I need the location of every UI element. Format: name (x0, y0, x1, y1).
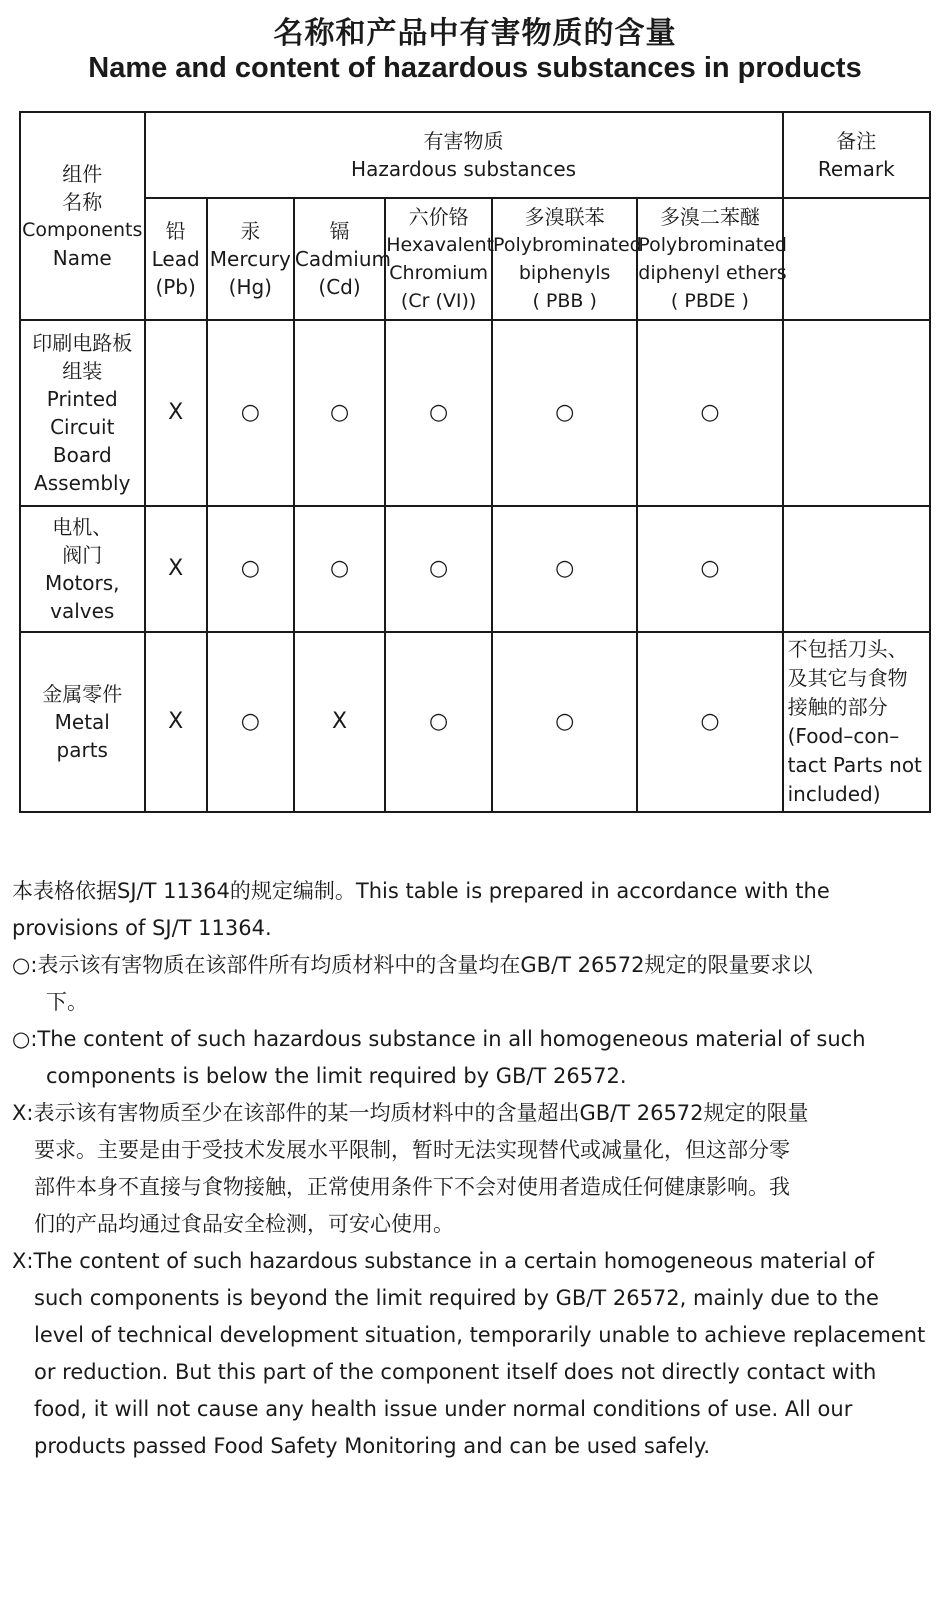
component-name-line: parts (56, 738, 108, 762)
remark-line: 及其它与食物 (787, 666, 908, 690)
substance-en: (Cd) (318, 275, 361, 299)
value-cell: ○ (294, 506, 385, 632)
note-x-en-line: such components is beyond the limit required by GB/T 26572, mainly due to the (34, 1286, 879, 1310)
value-cell: ○ (637, 506, 782, 632)
substance-en: Mercury (209, 247, 291, 271)
substance-header-cadmium (294, 198, 392, 320)
components-header-cn-1: 组件 (62, 162, 103, 186)
component-name-cell (20, 320, 145, 506)
substance-en: (Pb) (155, 275, 196, 299)
note-x-en-line: or reduction. But this part of the component itself does not directly contact with (34, 1360, 877, 1384)
note-o-en-line: components is below the limit required by GB/T 26572. (46, 1064, 627, 1088)
note-x-cn-line: 要求。主要是由于受技术发展水平限制，暂时无法实现替代或减量化，但这部分零 (34, 1138, 790, 1162)
remark-cell (783, 632, 930, 812)
remark-header-en: Remark (817, 157, 895, 181)
note-o-cn-line: ○:表示该有害物质在该部件所有均质材料中的含量均在GB/T 26572规定的限量要求以 (12, 953, 813, 977)
substance-en: Chromium (389, 262, 488, 284)
substance-header-pbb (492, 198, 642, 320)
table-row (20, 320, 930, 506)
remark-empty-cell (783, 198, 930, 320)
value-cell: ○ (492, 506, 637, 632)
note-basis-line: 本表格依据SJ/T 11364的规定编制。This table is prepared in accordance with the (12, 879, 830, 903)
substance-en: diphenyl ethers (638, 262, 787, 284)
hazardous-header-en: Hazardous substances (351, 157, 577, 181)
remark-line: 不包括刀头、 (787, 637, 908, 661)
remark-line: 接触的部分 (787, 695, 888, 719)
components-header-en-1: Components (22, 219, 143, 241)
page-title-chinese: 名称和产品中有害物质的含量 (273, 16, 677, 51)
component-name-line: 阀门 (62, 543, 103, 567)
note-x-cn-line: X:表示该有害物质至少在该部件的某一均质材料中的含量超出GB/T 26572规定的限量 (12, 1101, 809, 1125)
component-name-line: Assembly (34, 471, 131, 495)
substance-en: Polybrominated (493, 234, 642, 256)
substance-header-chromium (385, 198, 495, 320)
substance-header-mercury (207, 198, 294, 320)
substance-header-pbde (637, 198, 787, 320)
substance-en: ( PBDE ) (670, 290, 749, 312)
remark-header-cn: 备注 (836, 129, 877, 153)
component-name-line: Metal (54, 710, 110, 734)
note-x-en-line: X:The content of such hazardous substance in a certain homogeneous material of (12, 1249, 875, 1273)
note-x-en-line: level of technical development situation, temporarily unable to achieve replacement (34, 1323, 926, 1347)
substance-en: biphenyls (518, 262, 611, 284)
value-cell: ○ (385, 632, 492, 812)
note-x-en-line: food, it will not cause any health issue under normal conditions of use. All our (34, 1397, 853, 1421)
remark-cell (783, 506, 930, 632)
substance-en: Lead (151, 247, 200, 271)
component-name-line: valves (50, 599, 115, 623)
substance-cn: 多溴二苯醚 (659, 205, 760, 229)
hazardous-substances-header (145, 112, 783, 198)
remark-line: (Food–con– (787, 724, 900, 748)
substance-en: Hexavalent (386, 234, 495, 256)
value-cell: ○ (207, 632, 294, 812)
component-name-cell (20, 632, 145, 812)
substance-en: Polybrominated (638, 234, 787, 256)
substance-cn: 铅 (165, 219, 186, 243)
substance-cn: 汞 (240, 219, 261, 243)
components-header-cn-2: 名称 (62, 190, 103, 214)
note-x-en-line: products passed Food Safety Monitoring and can be used safely. (34, 1434, 710, 1458)
value-cell: ○ (385, 320, 492, 506)
note-o-cn-line: 下。 (46, 990, 88, 1014)
remark-header (783, 112, 930, 198)
remark-line: tact Parts not (787, 753, 922, 777)
substance-en: (Cr (VI)) (400, 290, 477, 312)
table-row (20, 632, 930, 812)
substance-en: Cadmium (294, 247, 392, 271)
remark-cell (783, 320, 930, 506)
value-cell: ○ (207, 506, 294, 632)
component-name-line: 金属零件 (42, 682, 123, 706)
component-name-line: Printed (46, 387, 118, 411)
component-name-line: 电机、 (52, 515, 113, 539)
value-cell: ○ (637, 632, 782, 812)
hazardous-substances-table (19, 111, 931, 813)
value-cell: ○ (492, 632, 637, 812)
note-basis-line: provisions of SJ/T 11364. (12, 916, 272, 940)
value-cell: ○ (294, 320, 385, 506)
notes-section (12, 873, 937, 1465)
substance-en: (Hg) (228, 275, 272, 299)
substance-cn: 六价铬 (408, 205, 469, 229)
substance-header-lead (145, 198, 207, 320)
value-cell: ○ (207, 320, 294, 506)
value-cell: X (145, 632, 207, 812)
component-name-line: 印刷电路板 (32, 331, 133, 355)
note-x-cn-line: 们的产品均通过食品安全检测，可安心使用。 (34, 1212, 454, 1236)
substance-cn: 镉 (329, 219, 350, 243)
component-name-line: Motors, (44, 571, 120, 595)
value-cell: X (145, 506, 207, 632)
value-cell: ○ (385, 506, 492, 632)
substance-en: ( PBB ) (532, 290, 597, 312)
note-o-en-line: ○:The content of such hazardous substance in all homogeneous material of such (12, 1027, 866, 1051)
value-cell: X (294, 632, 385, 812)
table-row (20, 506, 930, 632)
note-x-cn-line: 部件本身不直接与食物接触，正常使用条件下不会对使用者造成任何健康影响。我 (34, 1175, 790, 1199)
component-name-line: 组装 (62, 359, 103, 383)
value-cell: ○ (492, 320, 637, 506)
remark-line: included) (787, 782, 881, 806)
hazardous-header-cn: 有害物质 (423, 129, 504, 153)
component-name-line: Circuit (50, 415, 115, 439)
components-header-en-2: Name (52, 246, 112, 270)
page-title-english: Name and content of hazardous substances in products (88, 52, 862, 84)
component-name-line: Board (52, 443, 112, 467)
components-header-cell (20, 112, 145, 320)
value-cell: ○ (637, 320, 782, 506)
value-cell: X (145, 320, 207, 506)
component-name-cell (20, 506, 145, 632)
substance-cn: 多溴联苯 (524, 205, 605, 229)
